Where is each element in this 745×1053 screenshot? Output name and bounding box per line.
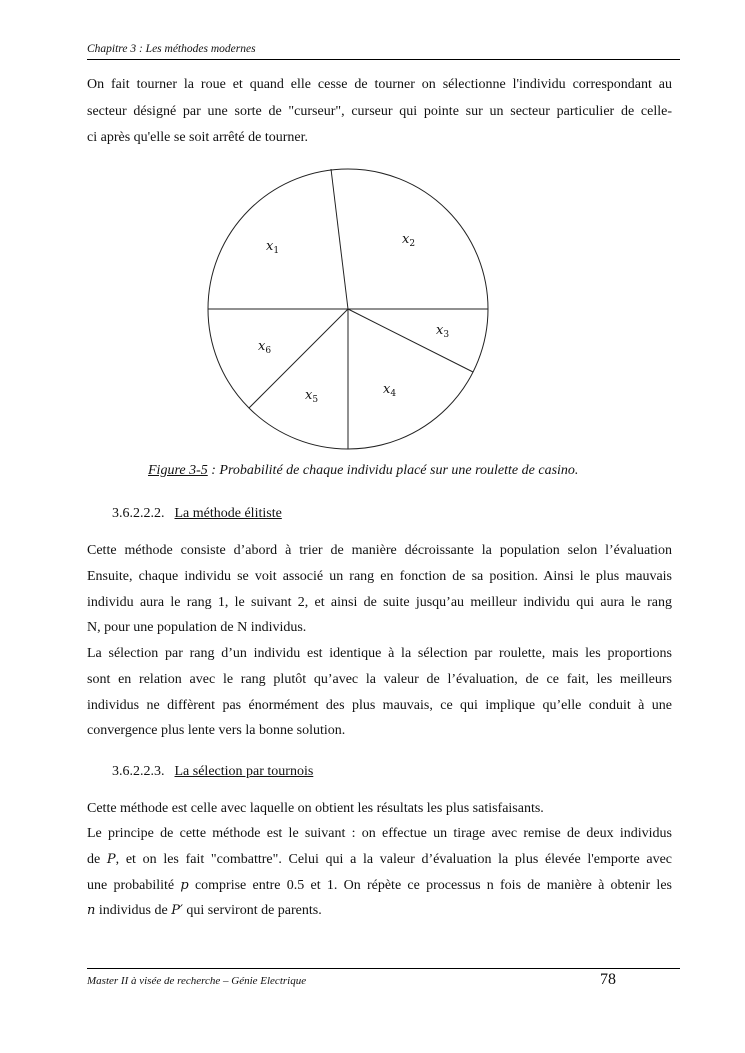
section-title: La sélection par tournois [174,764,314,779]
divider-x5-x6 [249,309,348,408]
paragraph-line: n individus de P′ qui serviront de parents. [87,903,322,918]
sector-label-x2: $x_2$ [402,232,416,249]
math-n: n [87,903,96,918]
intro-line-3: ci après qu'elle se soit arrêté de tourner. [87,130,308,145]
paragraph-line: Cette méthode est celle avec laquelle on obtient les résultats les plus satisfaisants. [87,801,544,816]
divider-x3-x4 [348,309,473,372]
running-footer [87,968,680,997]
section-number: 3.6.2.2.3. [112,764,165,779]
caption-text: : Probabilité de chaque individu placé sur une roulette de casino. [207,463,579,478]
section-number: 3.6.2.2.2. [112,506,165,521]
intro-line-1: On fait tourner la roue et quand elle cesse de tourner on sélectionne l'individu correspondant au [87,77,672,92]
intro-line-2: secteur désigné par une sorte de "curseur", curseur qui pointe sur un secteur particulier de celle- [87,104,672,119]
running-header [87,43,680,60]
paragraph-line: Cette méthode consiste d’abord à trier de manière décroissante la population selon l’évaluation [87,543,672,558]
paragraph-line: individu aura le rang 1, le suivant 2, et ainsi de suite jusqu’au meilleur individu qui aura le rang [87,595,672,610]
sector-label-x3: $x_3$ [436,323,450,340]
page-number: 78 [600,971,616,988]
section-heading-elitiste [112,506,282,522]
divider-x1-x2 [331,169,348,309]
roulette-wheel-figure [205,166,491,454]
chapter-title: Chapitre 3 : Les méthodes modernes [87,43,256,55]
footer-text: Master II à visée de recherche – Génie Electrique [87,975,307,987]
paragraph-line: N, pour une population de N individus. [87,620,307,635]
math-p: p [180,878,189,893]
paragraph-line: sont en relation avec le rang plutôt qu’avec la valeur de l’évaluation, de ce fait, les meilleurs [87,672,672,687]
math-P: P [106,852,116,867]
paragraph-line: de P, et on les fait "combattre". Celui qui a la valeur d’évaluation la plus élevée l'emporte avec [87,852,672,867]
paragraph-line: individus ne diffèrent pas énormément des plus mauvais, ce qui implique qu’elle conduit à une [87,698,672,713]
paragraph-line: Le principe de cette méthode est le suivant : on effectue un tirage avec remise de deux individus [87,826,672,841]
figure-caption [148,463,618,479]
sector-label-x1: $x_1$ [266,239,280,256]
figure-reference: Figure 3-5 [148,463,208,478]
sector-label-x5: $x_5$ [305,388,319,405]
paragraph-line: convergence plus lente vers la bonne solution. [87,723,346,738]
paragraph-line: Ensuite, chaque individu se voit associé un rang en fonction de sa position. Ainsi le plus mauvais [87,569,672,584]
section-heading-tournois [112,764,313,780]
paragraph-line: La sélection par rang d’un individu est identique à la sélection par roulette, mais les proportions [87,646,672,661]
sector-label-x6: $x_6$ [258,339,272,356]
sector-label-x4: $x_4$ [383,382,397,399]
section-title: La méthode élitiste [174,506,282,521]
math-P-prime: P′ [171,903,183,918]
paragraph-line: une probabilité p comprise entre 0.5 et 1. On répète ce processus n fois de manière à obtenir les [87,878,672,893]
